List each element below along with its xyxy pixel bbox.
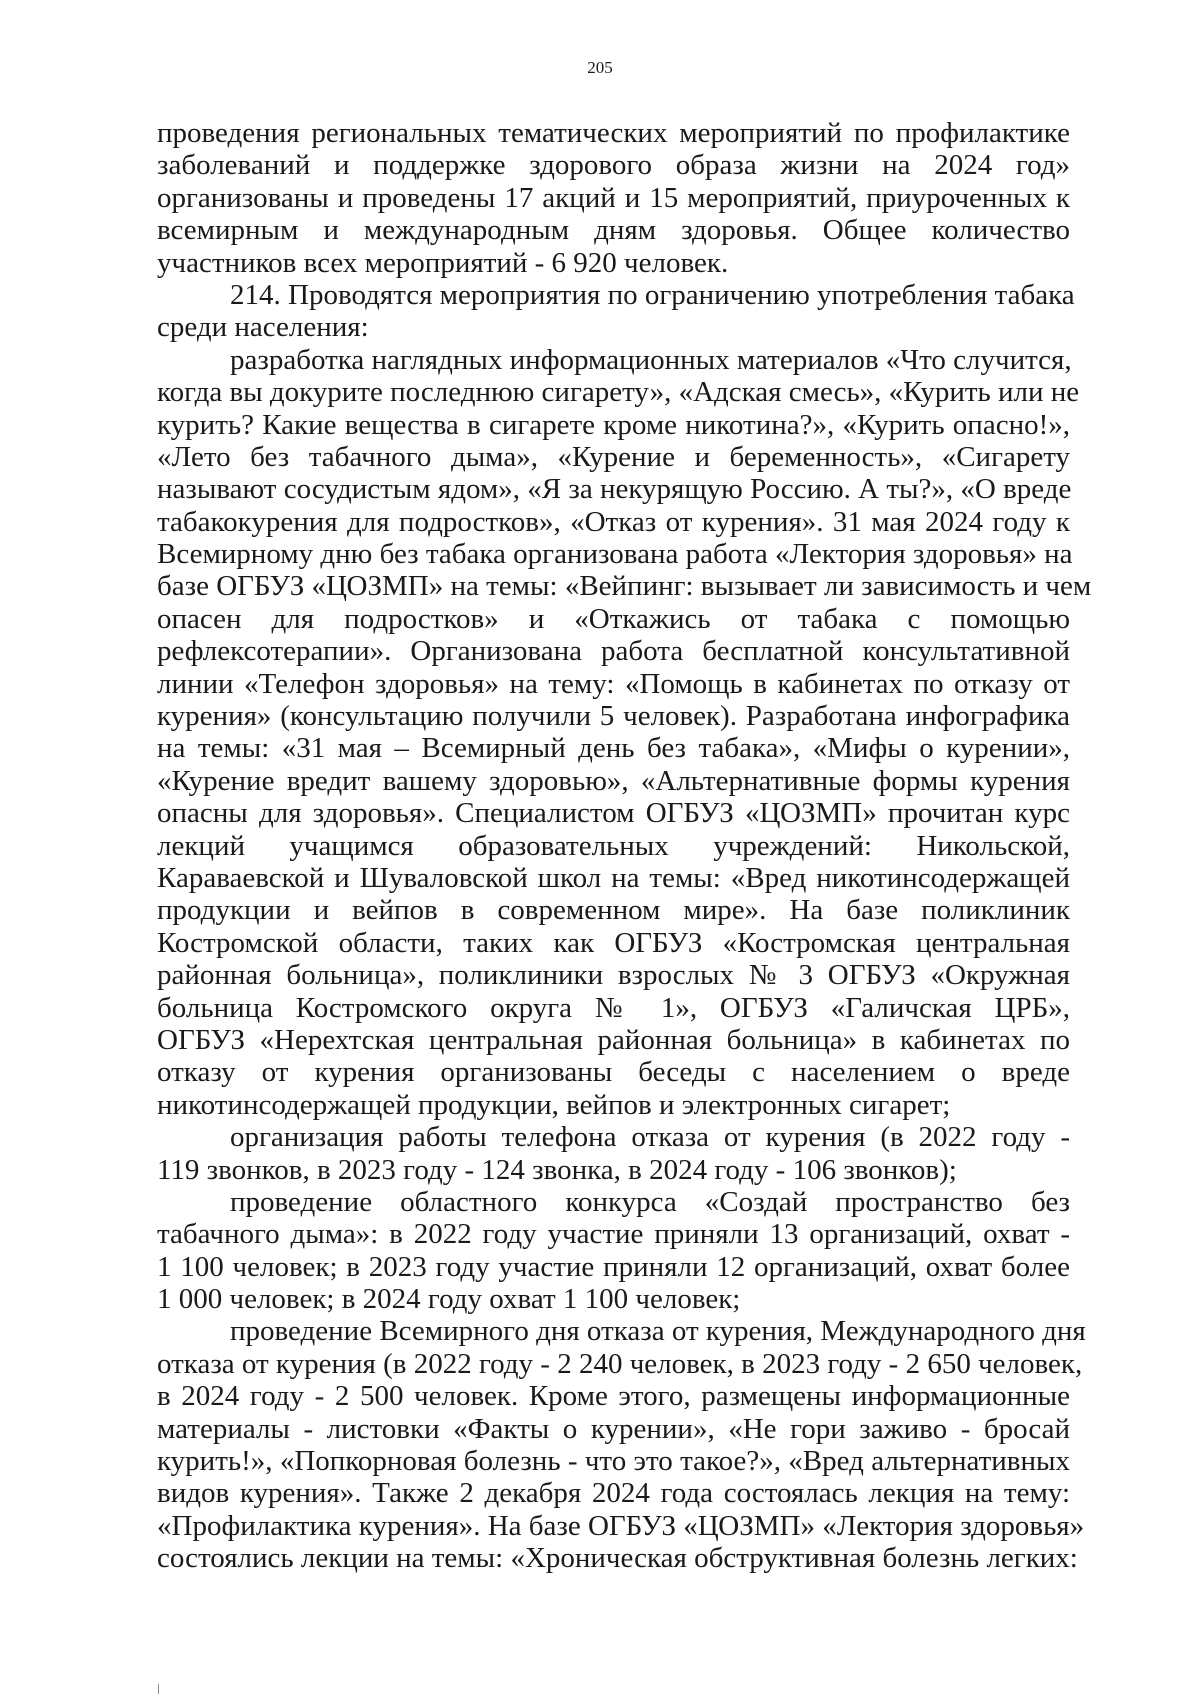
text-line: Караваевской и Шуваловской школ на темы: «Вред никотинсодержащей: [157, 861, 1070, 894]
text-line: курить? Какие вещества в сигарете кроме никотина?», «Курить опасно!»,: [157, 408, 1070, 441]
document-body: [157, 117, 1092, 1575]
text-line: продукции и вейпов в современном мире». На базе поликлиник: [157, 894, 1070, 927]
text-line: ОГБУЗ «Нерехтская центральная районная больница» в кабинетах по: [157, 1023, 1070, 1056]
text-line: материалы - листовки «Факты о курении», «Не гори заживо - бросай: [157, 1412, 1070, 1445]
text-line: больница Костромского округа № 1», ОГБУЗ «Галичская ЦРБ»,: [157, 991, 1070, 1024]
scan-edge-mark: [158, 1684, 159, 1694]
text-line: участников всех мероприятий - 6 920 человек.: [157, 246, 729, 279]
text-line: «Курение вредит вашему здоровью», «Альтернативные формы курения: [157, 764, 1070, 797]
text-line: отказа от курения (в 2022 году - 2 240 человек, в 2023 году - 2 650 человек,: [157, 1347, 1083, 1380]
text-line: разработка наглядных информационных материалов «Что случится,: [230, 343, 1072, 376]
text-line: когда вы докурите последнюю сигарету», «Адская смесь», «Курить или не: [157, 376, 1080, 409]
text-line: организованы и проведены 17 акций и 15 мероприятий, приуроченных к: [157, 181, 1070, 214]
text-line: 1 000 человек; в 2024 году охват 1 100 человек;: [157, 1283, 741, 1316]
text-line: табакокурения для подростков», «Отказ от курения». 31 мая 2024 году к: [157, 505, 1070, 538]
text-line: табачного дыма»: в 2022 году участие приняли 13 организаций, охват -: [157, 1218, 1070, 1251]
text-line: состоялись лекции на темы: «Хроническая обструктивная болезнь легких:: [157, 1542, 1078, 1575]
text-line: опасен для подростков» и «Откажись от табака с помощью: [157, 602, 1070, 635]
text-line: в 2024 году - 2 500 человек. Кроме этого, размещены информационные: [157, 1380, 1070, 1413]
text-line: проведения региональных тематических мероприятий по профилактике: [157, 117, 1070, 149]
text-line: видов курения». Также 2 декабря 2024 года состоялась лекция на тему:: [157, 1477, 1070, 1510]
text-line: на темы: «31 мая – Всемирный день без табака», «Мифы о курении»,: [157, 732, 1070, 765]
text-line: проведение Всемирного дня отказа от курения, Международного дня: [230, 1315, 1086, 1348]
page-number: 205: [587, 58, 613, 77]
text-line: 119 звонков, в 2023 году - 124 звонка, в 2024 году - 106 звонков);: [157, 1153, 957, 1186]
text-line: курения» (консультацию получили 5 человек). Разработана инфографика: [157, 700, 1070, 733]
text-line: Всемирному дню без табака организована работа «Лектория здоровья» на: [157, 538, 1073, 571]
text-line: 1 100 человек; в 2023 году участие приняли 12 организаций, охват более: [157, 1250, 1070, 1283]
text-line: рефлексотерапии». Организована работа бесплатной консультативной: [157, 635, 1070, 668]
text-line: «Профилактика курения». На базе ОГБУЗ «ЦОЗМП» «Лектория здоровья»: [157, 1509, 1085, 1542]
text-line: районная больница», поликлиники взрослых № 3 ОГБУЗ «Окружная: [157, 959, 1070, 992]
text-line: Костромской области, таких как ОГБУЗ «Костромская центральная: [157, 926, 1070, 959]
text-line: организация работы телефона отказа от курения (в 2022 году -: [230, 1121, 1070, 1154]
text-line: лекций учащимся образовательных учреждений: Никольской,: [157, 829, 1070, 862]
text-line: «Лето без табачного дыма», «Курение и беременность», «Сигарету: [157, 440, 1070, 473]
text-line: базе ОГБУЗ «ЦОЗМП» на темы: «Вейпинг: вызывает ли зависимость и чем: [157, 570, 1092, 603]
text-line: 214. Проводятся мероприятия по ограничению употребления табака: [230, 278, 1075, 311]
text-line: линии «Телефон здоровья» на тему: «Помощь в кабинетах по отказу от: [157, 667, 1070, 700]
text-line: опасны для здоровья». Специалистом ОГБУЗ «ЦОЗМП» прочитан курс: [157, 797, 1070, 830]
text-line: отказу от курения организованы беседы с населением о вреде: [157, 1056, 1070, 1089]
text-line: среди населения:: [157, 311, 369, 344]
text-line: всемирным и международным дням здоровья. Общее количество: [157, 214, 1070, 247]
text-line: никотинсодержащей продукции, вейпов и электронных сигарет;: [157, 1088, 951, 1121]
text-line: называют сосудистым ядом», «Я за некурящую Россию. А ты?», «О вреде: [157, 473, 1072, 506]
text-line: проведение областного конкурса «Создай пространство без: [230, 1185, 1070, 1218]
text-line: заболеваний и поддержке здорового образа жизни на 2024 год»: [157, 149, 1070, 182]
text-line: курить!», «Попкорновая болезнь - что это такое?», «Вред альтернативных: [157, 1445, 1070, 1478]
